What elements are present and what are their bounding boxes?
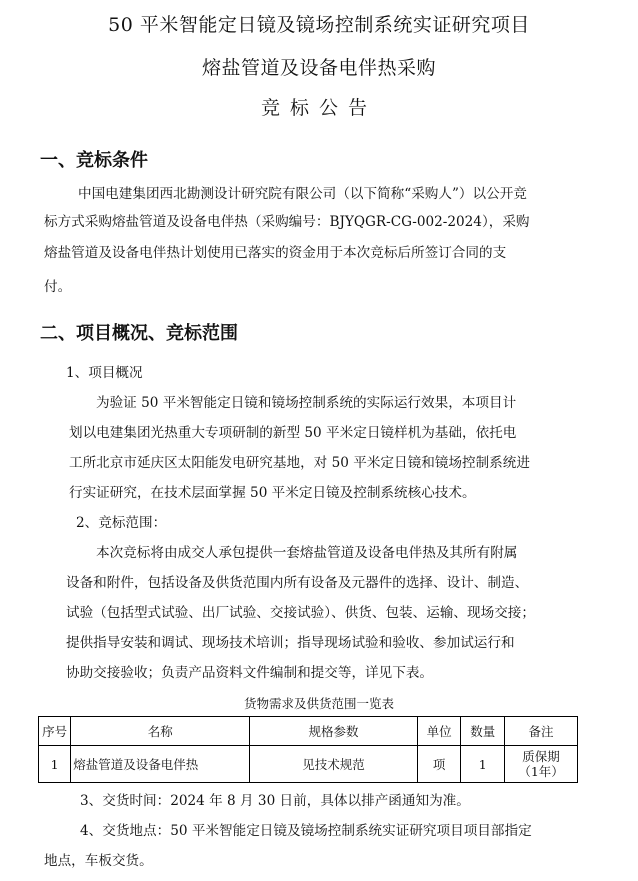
section-1-line: 付。 xyxy=(44,279,72,295)
cell-unit: 项 xyxy=(417,746,461,783)
overview-line: 行实证研究，在技术层面掌握 50 平米定日镜及控制系统核心技术。 xyxy=(69,485,476,501)
section-1-heading: 一、竞标条件 xyxy=(40,150,148,171)
scope-line: 本次竞标将由成交人承包提供一套熔盐管道及设备电伴热及其所有附属 xyxy=(96,545,518,561)
title-line-2: 熔盐管道及设备电伴热采购 xyxy=(201,57,436,79)
overview-line: 划以电建集团光热重大专项研制的新型 50 平米定日镜样机为基础，依托电 xyxy=(69,425,517,441)
col-header-remark: 备注 xyxy=(505,717,578,746)
remark-line-1: 质保期 xyxy=(522,749,560,764)
section-1-line: 标方式采购熔盐管道及设备电伴热（采购编号：BJYQGR-CG-002-2024），采购 xyxy=(44,214,530,230)
scope-line: 提供指导安装和调试、现场技术培训；指导现场试验和验收、参加试运行和 xyxy=(66,635,515,651)
overview-line: 工所北京市延庆区太阳能发电研究基地，对 50 平米定日镜和镜场控制系统进 xyxy=(69,455,530,471)
remark-line-2: （1年） xyxy=(518,764,564,779)
table-header-row xyxy=(39,717,578,746)
cell-remark xyxy=(505,746,578,783)
section-2-heading: 二、项目概况、竞标范围 xyxy=(40,323,238,344)
col-header-qty: 数量 xyxy=(461,717,505,746)
delivery-location-line: 地点，车板交货。 xyxy=(44,853,153,869)
cell-index: 1 xyxy=(39,746,71,783)
col-header-name: 名称 xyxy=(71,717,250,746)
scope-line: 协助交接验收；负责产品资料文件编制和提交等，详见下表。 xyxy=(66,665,434,681)
overview-line: 为验证 50 平米智能定日镜和镜场控制系统的实际运行效果，本项目计 xyxy=(96,395,517,411)
scope-line: 设备和附件，包括设备及供货范围内所有设备及元器件的选择、设计、制造、 xyxy=(66,575,529,591)
title-line-1: 50 平米智能定日镜及镜场控制系统实证研究项目 xyxy=(108,14,530,36)
table-row xyxy=(39,746,578,783)
title-line-3: 竞标公告 xyxy=(260,97,377,119)
section-1-line: 中国电建集团西北勘测设计研究院有限公司（以下简称“采购人”）以公开竞 xyxy=(78,186,527,202)
col-header-unit: 单位 xyxy=(417,717,461,746)
col-header-index: 序号 xyxy=(39,717,71,746)
scope-line: 试验（包括型式试验、出厂试验、交接试验）、供货、包装、运输、现场交接； xyxy=(66,605,535,621)
col-header-spec: 规格参数 xyxy=(250,717,418,746)
table-caption: 货物需求及供货范围一览表 xyxy=(243,696,394,711)
delivery-time: 3、交货时间：2024 年 8 月 30 日前，具体以排产函通知为准。 xyxy=(80,793,470,809)
delivery-location-line: 4、交货地点：50 平米智能定日镜及镜场控制系统实证研究项目项目部指定 xyxy=(80,823,532,839)
subheading-project-overview: 1、项目概况 xyxy=(66,365,143,381)
cell-qty: 1 xyxy=(461,746,505,783)
cell-name: 熔盐管道及设备电伴热 xyxy=(71,746,250,783)
subheading-scope: 2、竞标范围： xyxy=(76,515,167,531)
goods-table xyxy=(38,716,578,783)
cell-spec: 见技术规范 xyxy=(250,746,418,783)
section-1-line: 熔盐管道及设备电伴热计划使用已落实的资金用于本次竞标后所签订合同的支 xyxy=(44,245,507,261)
